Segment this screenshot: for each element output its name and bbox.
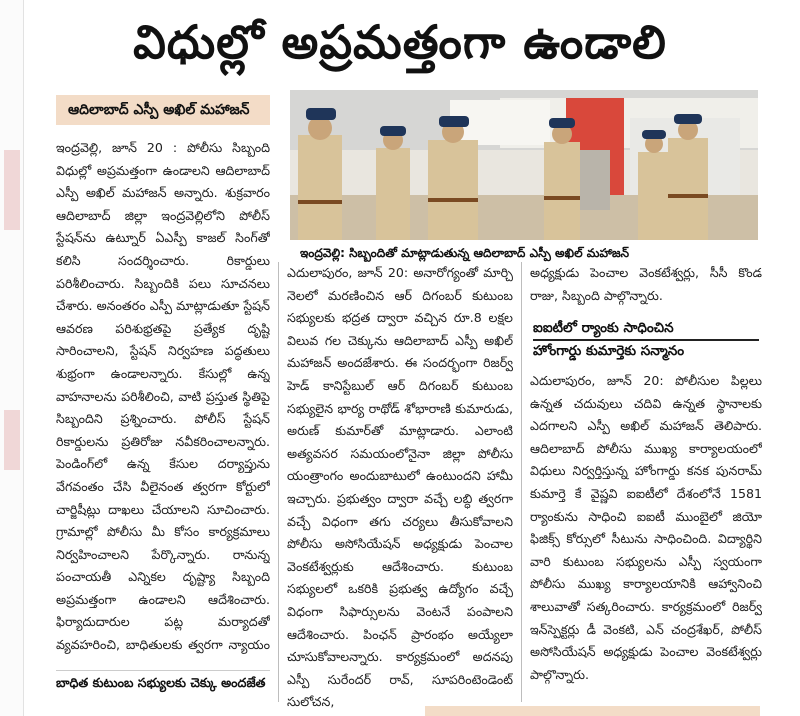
page-title: విధుల్లో అప్రమత్తంగా ఉండాలి [133, 15, 667, 69]
byline-banner: ఆదిలాబాద్ ఎస్పీ అఖిల్ మహాజన్ [56, 95, 270, 125]
column-divider [278, 262, 279, 702]
adjacent-page-strip [0, 0, 24, 716]
headline-line-1: ఐఐటీలో ర్యాంకు సాధించిన [533, 318, 759, 341]
article-paragraph: ఇంద్రవెల్లి, జూన్ 20 : పోలీసు సిబ్బంది విధుల్లో అప్రమత్తంగా ఉండాలని ఆదిలాబాద్ ఎస్పీ అఖిల్ మహాజన్ అన్నారు. శుక్రవారం ఆదిలాబాద్ జిల్లా ఇంద్రవెల్లిలోని పోలీస్ స్టేషన్‌ను ఉట్నూర్ ఏఎస్పీ కాజల్ సింగ్‌తో కలిసి సందర్శించారు. రికార్డులు పరిశీలించారు. సిబ్బందికి పలు సూచనలు చేశారు. అనంతరం ఎస్పీ మాట్లాడుతూ స్టేషన్ ఆవరణ పరిశుభ్రతపై ప్రత్యేక దృష్టి సారించాలని, స్టేషన్ నిర్వహణ పద్ధతులు శుభ్రంగా ఉండాలన్నారు. కేసుల్లో ఉన్న వాహనాలను పరిశీలించి, వాటి ప్రస్తుత స్థితిపై సిబ్బందిని ప్రశ్నించారు. పోలీస్ స్టేషన్ రికార్డులను ప్రతిరోజు నవీకరించాలన్నారు. పెండింగ్‌లో ఉన్న కేసుల దర్యాప్తును వేగవంతం చేసి వీలైనంత త్వరగా కోర్టులో చార్జిషీట్లు దాఖలు చేయాలని సూచించారు. గ్రామాల్లో పోలీసు మీ కోసం కార్యక్రమాలు నిర్వహించాలని పేర్కొన్నారు. రానున్న పంచాయతీ ఎన్నికల దృష్ట్యా సిబ్బంది అప్రమత్తంగా ఉండాలని ఆదేశించారు. ఫిర్యాదుదారుల పట్ల మర్యాదతో వ్యవహరించి, బాధితులకు త్వరగా న్యాయం [56, 140, 270, 653]
article-body-iit [530, 370, 762, 690]
adjacent-page-mark [4, 410, 20, 470]
column-divider [521, 262, 522, 702]
article-paragraph: అధ్యక్షుడు పెంచాల వెంకటేశ్వర్లు, సీసీ కొండ రాజు, సిబ్బంది పాల్గొన్నారు. [530, 265, 762, 303]
article-body-main [56, 137, 270, 657]
police-officers-photo [290, 90, 758, 240]
next-article-banner [425, 706, 760, 716]
headline-line-2: హోంగార్డు కుమార్తెకు సన్మానం [533, 343, 685, 359]
article-body-cheque [287, 262, 513, 716]
photo-caption: ఇంద్రవెల్లి: సిబ్బందితో మాట్లాడుతున్న ఆదిలాబాద్ ఎస్పీ అఖిల్ మహాజన్ [300, 246, 630, 260]
adjacent-page-mark [4, 150, 20, 230]
article-paragraph: ఎదులాపురం, జూన్ 20: పోలీసుల పిల్లలు ఉన్నత చదువులు చదివి ఉన్నత స్థానాలకు ఎదగాలని ఎస్పీ అఖిల్ మహాజన్ తెలిపారు. ఆదిలాబాద్ పోలీసు ముఖ్య కార్యాలయంలో విధులు నిర్వర్తిస్తున్న హోంగార్డు కనక పునరామ్ కుమార్తె కే వైష్ణవి ఐఐటీలో దేశంలోనే 1581 ర్యాంకును సాధించి ఐఐటీ ముంబైలో జియో ఫిజిక్స్ కోర్సులో సీటును సాధించింది. విద్యార్థిని వారి కుటుంబ సభ్యులను ఎస్పీ స్వయంగా పోలీసు ముఖ్య కార్యాలయానికి ఆహ్వానించి శాలువాతో సత్కరించారు. కార్యక్రమంలో రిజర్వ్ ఇన్‌స్పెక్టర్లు డీ వెంకటి, ఎన్ చంద్రశేఖర్, పోలీస్ అసోసియేషన్ అధ్యక్షుడు పెంచాల వెంకటేశ్వర్లు పాల్గొన్నారు. [530, 373, 762, 682]
news-photo [290, 90, 758, 240]
article-headline-iit [533, 318, 759, 362]
article-paragraph: ఎదులాపురం, జూన్ 20: అనారోగ్యంతో మార్చి నెలలో మరణించిన ఆర్ దిగంబర్ కుటుంబ సభ్యులకు భద్రత ద్వారా వచ్చిన రూ.8 లక్షల విలువ గల చెక్కును ఆదిలాబాద్ ఎస్పీ అఖిల్ మహాజన్ అందజేశారు. ఈ సందర్భంగా రిజర్వ్ హెడ్ కానిస్టేబుల్ ఆర్ దిగంబర్ కుటుంబ సభ్యులైన భార్య రాథోడ్ శోభారాణి కుమారుడు, అరుణ్ కుమార్‌తో మాట్లాడారు. ఎలాంటి అత్యవసర సమయంలోనైనా జిల్లా పోలీసు యంత్రాంగం అందుబాటులో ఉంటుందని హామీ ఇచ్చారు. ప్రభుత్వం ద్వారా వచ్చే లబ్ధి త్వరగా వచ్చే విధంగా తగు చర్యలు తీసుకోవాలని పోలీసు అసోసియేషన్ అధ్యక్షుడు పెంచాల వెంకటేశ్వర్లుకు ఆదేశించారు. కుటుంబ సభ్యులలో ఒకరికి ప్రభుత్వ ఉద్యోగం వచ్చే విధంగా సిఫార్సులను వెంటనే పంపాలని ఆదేశించారు. పింఛన్ ప్రారంభం అయ్యేలా చూసుకోవాలన్నారు. కార్యక్రమంలో అదనపు ఎస్పీ సురేందర్ రావ్, సూపరింటెండెంట్ సులోచన, [287, 265, 513, 710]
article-headline-cheque: బాధిత కుటుంబ సభ్యులకు చెక్కు అందజేత [56, 670, 270, 694]
